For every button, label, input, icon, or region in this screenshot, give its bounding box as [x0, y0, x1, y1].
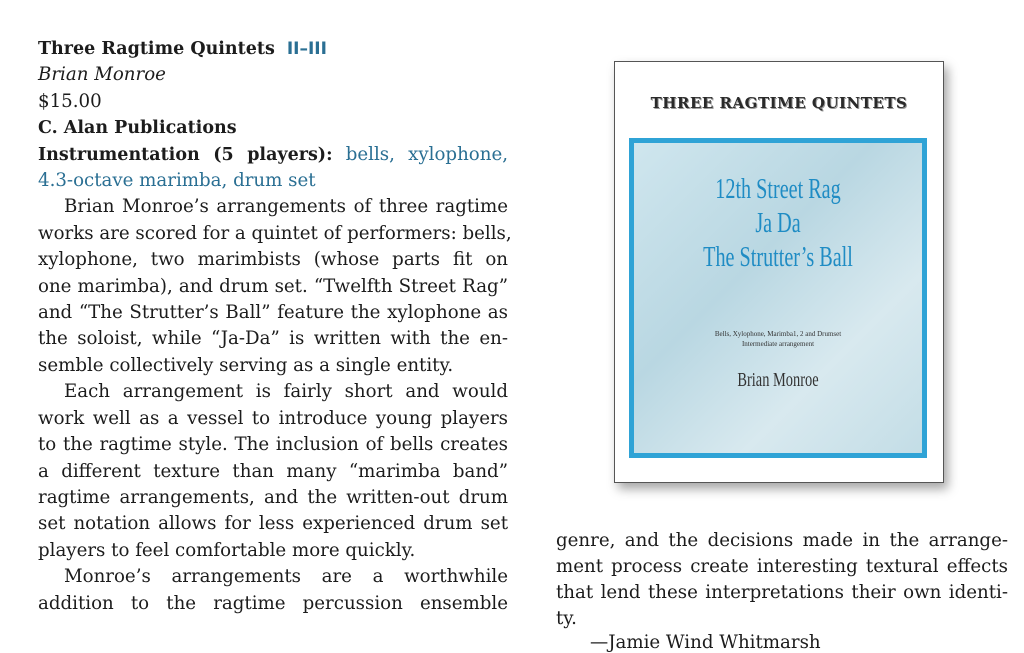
paragraph-line: players to feel comfortable more quickly. — [38, 539, 416, 561]
instrumentation-label: Instrumentation (5 players): — [38, 144, 333, 165]
paragraph-line: to the ragtime style. The inclusion of bells creates — [38, 434, 508, 456]
paragraph-line: Brian Monroe’s arrangements of three ragtime — [64, 196, 508, 218]
paragraph-line: Monroe’s arrangements are a worthwhile — [64, 566, 508, 588]
review-paragraph-1 — [38, 194, 512, 379]
review-paragraph-3-continued — [556, 528, 1008, 632]
review-paragraph-2 — [38, 379, 508, 564]
paragraph-line: genre, and the decisions made in the arrange- — [556, 530, 1008, 551]
paragraph-line: semble collectively serving as a single entity. — [38, 354, 454, 376]
paragraph-line: ment process create interesting textural effects — [556, 556, 1008, 577]
paragraph-line: xylophone, two marimbists (whose parts fit on — [38, 249, 508, 271]
cover-instrumentation — [634, 329, 922, 349]
review-title-line — [38, 36, 508, 62]
review-left-column — [38, 36, 512, 617]
cover-tune-2: Ja Da — [755, 208, 801, 239]
paragraph-line: addition to the ragtime percussion ensemble — [38, 592, 508, 614]
paragraph-line: works are scored for a quintet of performers: bells, — [38, 222, 512, 244]
paragraph-line: that lend these interpretations their own identi- — [556, 582, 1008, 603]
cover-level-line: Intermediate arrangement — [741, 340, 815, 348]
composer-name: Brian Monroe — [38, 64, 166, 86]
publisher: C. Alan Publications — [38, 118, 237, 139]
instrumentation-value-2: 4.3-octave marimba, drum set — [38, 170, 316, 192]
cover-instrumentation-line: Bells, Xylophone, Marimba1, 2 and Drumset — [714, 330, 842, 338]
paragraph-line: a different texture than many “marimba band” — [38, 460, 508, 482]
cover-tune-1: 12th Street Rag — [715, 174, 841, 205]
review-paragraph-3-start — [38, 564, 508, 617]
paragraph-line: the soloist, while “Ja-Da” is written with the en- — [38, 328, 508, 350]
paragraph-line: ty. — [556, 608, 577, 629]
cover-tune-3: The Strutter’s Ball — [703, 242, 853, 273]
book-cover-image — [614, 61, 944, 483]
price: $15.00 — [38, 90, 102, 112]
paragraph-line: and “The Strutter’s Ball” feature the xylophone as — [38, 302, 508, 324]
reviewer-signature: —Jamie Wind Whitmarsh — [590, 632, 821, 653]
paragraph-line: work well as a vessel to introduce young players — [38, 407, 508, 429]
review-title: Three Ragtime Quintets — [38, 39, 275, 59]
paragraph-line: set notation allows for less experienced drum set — [38, 513, 508, 535]
cover-panel — [629, 138, 927, 458]
cover-tune-list — [674, 173, 881, 275]
instrumentation — [38, 142, 508, 195]
paragraph-line: ragtime arrangements, and the written-out drum — [38, 486, 508, 508]
grade-level: II–III — [286, 39, 327, 59]
cover-author: Brian Monroe — [737, 369, 819, 391]
cover-header: THREE RAGTIME QUINTETS — [650, 94, 908, 112]
instrumentation-value-1: bells, xylophone, — [345, 143, 508, 165]
paragraph-line: one marimba), and drum set. “Twelfth Street Rag” — [38, 275, 508, 297]
paragraph-line: Each arrangement is fairly short and would — [64, 381, 508, 403]
